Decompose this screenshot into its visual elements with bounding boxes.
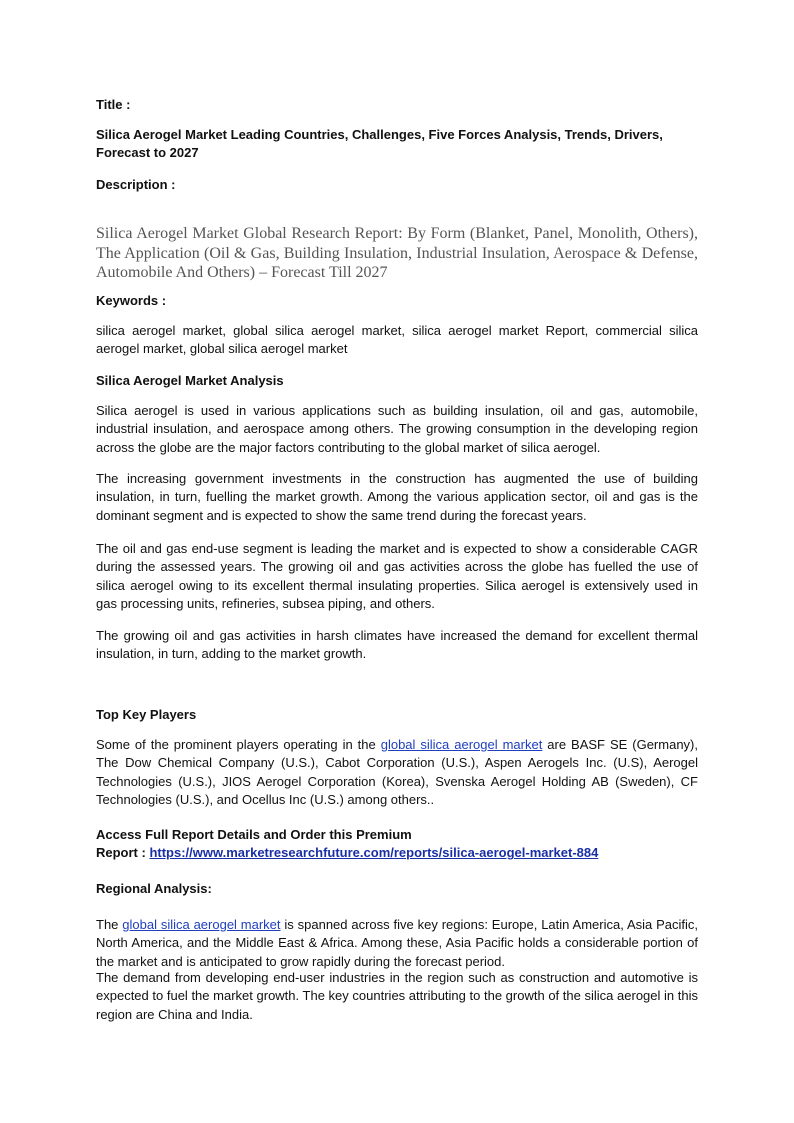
access-paragraph — [96, 826, 698, 863]
analysis-paragraph-4: The growing oil and gas activities in harsh climates have increased the demand for excellent thermal insulation, in turn, adding to the market growth. — [96, 628, 698, 662]
title-label: Title : — [96, 97, 131, 112]
description-label: Description : — [96, 177, 176, 192]
access-line-1: Access Full Report Details and Order this Premium — [96, 827, 412, 842]
analysis-paragraph-2: The increasing government investments in the construction has augmented the use of building insulation, in turn, fuelling the market growth. Among the various application sector, oil and gas is the dominant segment and is expected to show the same trend during the forecast years. — [96, 471, 698, 523]
regional-paragraph-2: The demand from developing end-user industries in the region such as construction and automotive is expected to fuel the market growth. The key countries attributing to the growth of the silica aerogel in this region are China and India. — [96, 970, 698, 1022]
regional-heading: Regional Analysis: — [96, 881, 212, 896]
analysis-heading: Silica Aerogel Market Analysis — [96, 373, 284, 388]
regional-paragraph-1 — [96, 916, 698, 971]
access-report-label: Report : — [96, 845, 150, 861]
analysis-paragraph-3: The oil and gas end-use segment is leading the market and is expected to show a considerable CAGR during the assessed years. The growing oil and gas activities across the globe has fuelled the use of silica aerogel owing to its excellent thermal insulating properties. Silica aerogel is extensively used in gas processing units, refineries, subsea piping, and others. — [96, 541, 698, 612]
report-url-link[interactable]: https://www.marketresearchfuture.com/reports/silica-aerogel-market-884 — [149, 845, 599, 861]
regional-text-before: The — [96, 917, 123, 932]
document-title: Silica Aerogel Market Leading Countries, Challenges, Five Forces Analysis, Trends, Drivers, Forecast to 2027 — [96, 127, 663, 161]
analysis-paragraph-1: Silica aerogel is used in various applications such as building insulation, oil and gas, automobile, industrial insulation, and aerospace among others. The growing consumption in the developing region across the globe are the major factors contributing to the global market of silica aerogel. — [96, 403, 698, 455]
players-text-before: Some of the prominent players operating in the — [96, 737, 381, 752]
players-text-after: are BASF SE (Germany), The Dow Chemical Company (U.S.), Cabot Corporation (U.S.), Aspen Aerogels Inc. (U.S), Aerogel Technologies (U.S.), JIOS Aerogel Corporation (Korea), Svenska Aerogel Holding AB (Sweden), CF Technologies (U.S.), and Ocellus Inc (U.S.) among others.. — [96, 737, 698, 808]
regional-text-after: is spanned across five key regions: Europe, Latin America, Asia Pacific, North America, and the Middle East & Africa. Among these, Asia Pacific holds a considerable portion of the market and is anticipated to grow rapidly during the forecast period. — [96, 917, 698, 969]
global-market-link[interactable]: global silica aerogel market — [380, 737, 543, 752]
players-paragraph — [96, 736, 698, 810]
keywords-label: Keywords : — [96, 293, 167, 308]
keywords-text: silica aerogel market, global silica aerogel market, silica aerogel market Report, commercial silica aerogel market, global silica aerogel market — [96, 323, 698, 357]
regional-market-link[interactable]: global silica aerogel market — [122, 917, 281, 932]
description-text: Silica Aerogel Market Global Research Report: By Form (Blanket, Panel, Monolith, Others), The Application (Oil & Gas, Building Insulation, Industrial Insulation, Aerospace & Defense, Automobile And Others) – Forecast Till 2027 — [96, 225, 698, 281]
players-heading: Top Key Players — [96, 707, 197, 722]
